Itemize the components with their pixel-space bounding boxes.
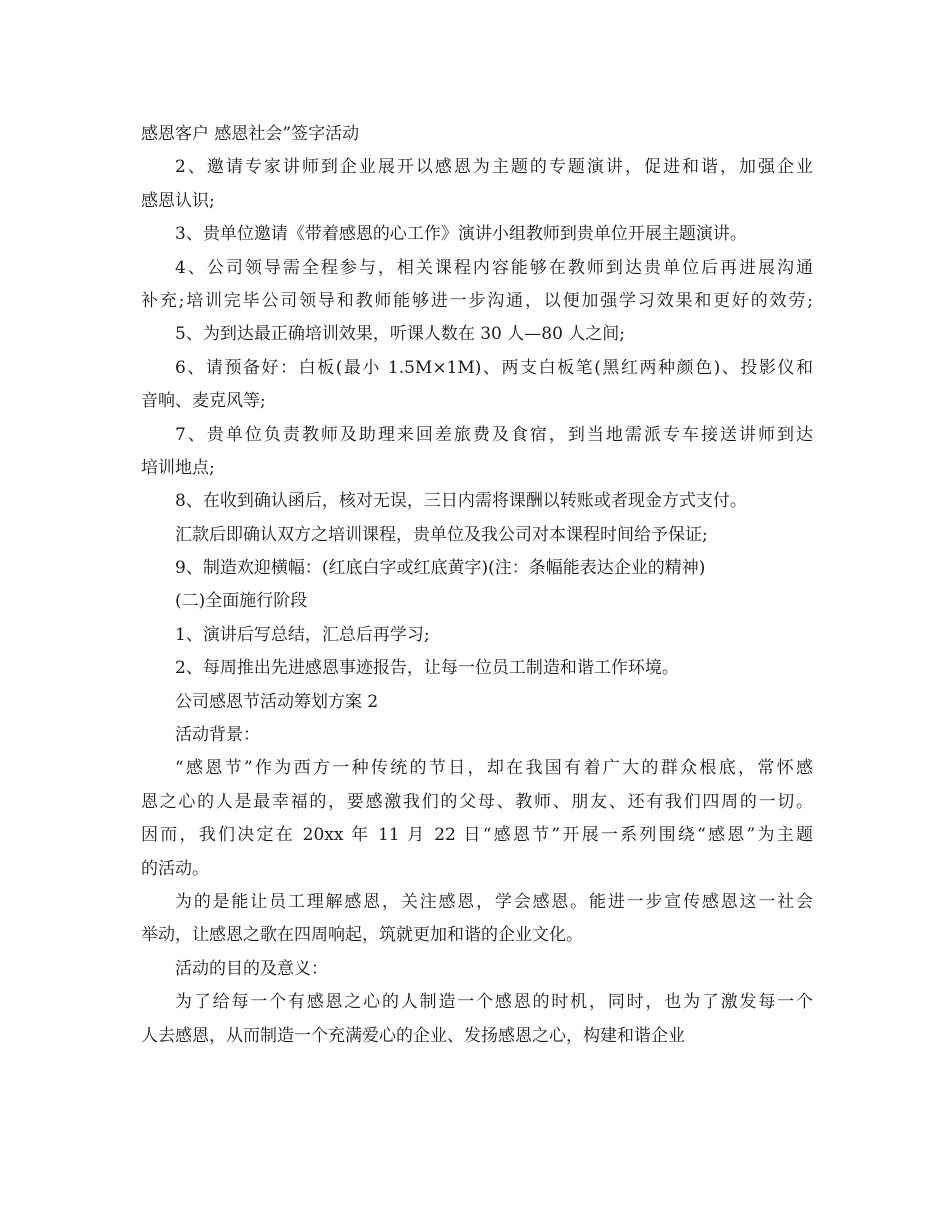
text-line: 9、制造欢迎横幅：(红底白字或红底黄字)(注：条幅能表达企业的精神)	[175, 558, 706, 579]
text-line: 1、演讲后写总结，汇总后再学习;	[175, 624, 430, 645]
text-line: 感恩客户 感恩社会”签字活动	[141, 124, 360, 144]
section-heading: 公司感恩节活动筹划方案 2	[175, 691, 379, 712]
text-line: “感恩节”作为西方一种传统的节日，却在我国有着广大的群众根底，常怀感	[175, 758, 813, 779]
text-line: 汇款后即确认双方之培训课程，贵单位及我公司对本课程时间给予保证;	[175, 524, 708, 545]
text-line: 4、公司领导需全程参与，相关课程内容能够在教师到达贵单位后再进展沟通	[175, 257, 813, 278]
text-line: 人去感恩，从而制造一个充满爱心的企业、发扬感恩之心，构建和谐企业	[141, 1025, 685, 1046]
text-line: 因而，我们决定在 20xx 年 11 月 22 日“感恩节”开展一系列围绕“感恩”为主题	[141, 825, 813, 846]
text-line: 补充;培训完毕公司领导和教师能够进一步沟通，以便加强学习效果和更好的效劳;	[141, 290, 813, 311]
document-body	[141, 118, 813, 1053]
text-line: 为了给每一个有感恩之心的人制造一个感恩的时机，同时，也为了激发每一个	[175, 992, 813, 1013]
text-line: 培训地点;	[141, 457, 215, 478]
text-line: 音响、麦克风等;	[141, 391, 266, 412]
text-line: 2、邀请专家讲师到企业展开以感恩为主题的专题演讲，促进和谐，加强企业	[175, 157, 813, 178]
text-line: 恩之心的人是最幸福的，要感激我们的父母、教师、朋友、还有我们四周的一切。	[141, 791, 813, 812]
text-line: 的活动。	[141, 858, 209, 879]
text-line: 8、在收到确认函后，核对无误，三日内需将课酬以转账或者现金方式支付。	[175, 491, 747, 512]
text-line: 6、请预备好：白板(最小 1.5M×1M)、两支白板笔(黑红两种颜色)、投影仪和	[175, 357, 813, 378]
text-line: 5、为到达最正确培训效果，听课人数在 30 人—80 人之间;	[175, 324, 626, 345]
section-heading: 活动背景：	[175, 725, 260, 746]
text-line: 感恩认识;	[141, 190, 215, 211]
text-line: 举动，让感恩之歌在四周响起，筑就更加和谐的企业文化。	[141, 925, 583, 946]
text-line: 2、每周推出先进感恩事迹报告，让每一位员工制造和谐工作环境。	[175, 658, 679, 679]
text-line: 为的是能让员工理解感恩，关注感恩，学会感恩。能进一步宣传感恩这一社会	[175, 891, 813, 912]
text-line: 3、贵单位邀请《带着感恩的心工作》演讲小组教师到贵单位开展主题演讲。	[175, 224, 747, 245]
section-heading: (二)全面施行阶段	[175, 591, 308, 612]
section-heading: 活动的目的及意义：	[175, 958, 328, 979]
text-line: 7、贵单位负责教师及助理来回差旅费及食宿，到当地需派专车接送讲师到达	[175, 424, 813, 445]
